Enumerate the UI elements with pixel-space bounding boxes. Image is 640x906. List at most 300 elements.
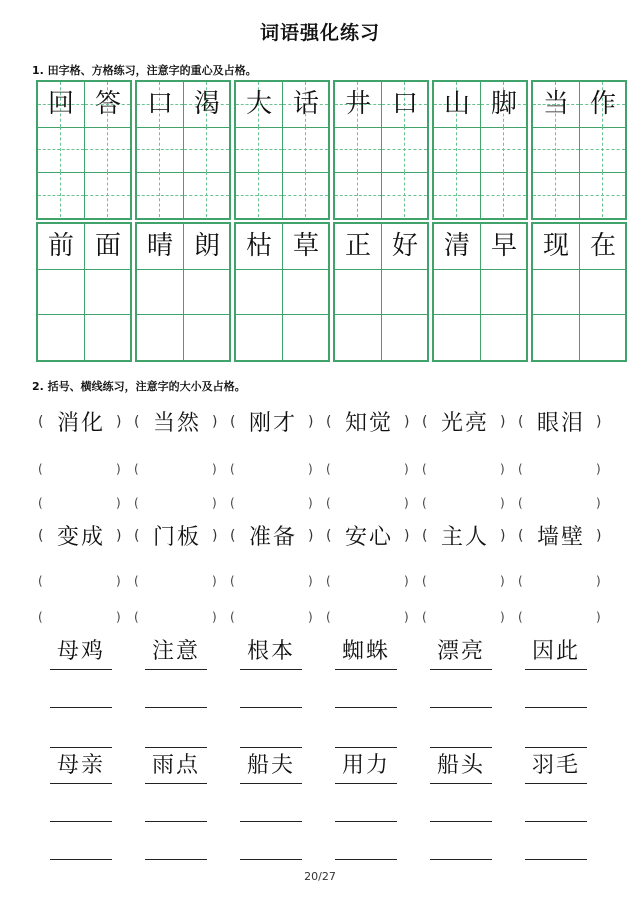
underline-blank[interactable] [525,676,587,710]
underline [525,821,587,822]
guide-line [236,149,282,150]
paren-word [518,524,612,554]
right-paren: ) [500,574,505,588]
grid-line [236,127,282,128]
grid-line [382,269,427,270]
grid-line [236,269,282,270]
underline [145,783,207,784]
guide-line [456,127,457,172]
grid-word-pair [432,80,528,220]
underline [335,747,397,748]
underline [50,747,112,748]
underline-word-text: 母亲 [56,753,105,778]
paren-blank[interactable] [422,490,516,520]
guide-line [206,127,207,172]
grid-character: 晴 [146,231,173,261]
left-paren: ( [518,574,523,588]
grid-cell [282,224,328,360]
right-paren: ) [116,496,121,510]
grid-character: 正 [344,231,371,261]
grid-character: 答 [94,89,121,119]
underline [240,707,302,708]
right-paren: ) [116,610,121,624]
underline [240,747,302,748]
underline [240,669,302,670]
underline-blank[interactable] [525,790,587,824]
grid-word-pair [135,222,231,362]
underline-word [50,638,112,672]
grid-line [335,269,381,270]
left-paren: ( [134,528,140,544]
guide-line [555,172,556,217]
right-paren: ) [500,462,505,476]
left-paren: ( [38,462,43,476]
paren-blank[interactable] [326,490,420,520]
grid-cell [480,224,526,360]
grid-cell [236,82,282,218]
underline-blank-row [50,790,610,824]
guide-line [404,172,405,217]
right-paren: ) [596,496,601,510]
grid-line [137,172,183,173]
grid-line [38,269,84,270]
grid-line [533,314,579,315]
grid-character: 话 [292,89,319,119]
guide-line [305,127,306,172]
paren-blank[interactable] [134,490,228,520]
grid-line [85,269,130,270]
grid-cell [434,82,480,218]
left-paren: ( [38,610,43,624]
grid-word-pair [36,222,132,362]
underline-word-text: 船头 [436,753,485,778]
paren-blank[interactable] [422,456,516,486]
guide-line [159,127,160,172]
guide-line [533,195,579,196]
guide-line [404,127,405,172]
grid-line [236,314,282,315]
underline-blank[interactable] [430,790,492,824]
guide-line [602,127,603,172]
right-paren: ) [596,610,601,624]
underline-blank[interactable] [335,828,397,862]
underline-blank[interactable] [50,716,112,750]
underline-blank[interactable] [525,828,587,862]
underline-word [430,752,492,786]
paren-blank[interactable] [518,456,612,486]
grid-cell [533,224,579,360]
paren-blank-row [38,490,618,520]
right-paren: ) [212,462,217,476]
paren-blank[interactable] [230,604,324,634]
underline-word-text: 根本 [246,639,295,664]
paren-blank-row [38,568,618,598]
left-paren: ( [326,414,332,430]
paren-word-text: 刚才 [248,411,297,436]
paren-blank[interactable] [422,568,516,598]
paren-blank-row [38,604,618,634]
paren-blank[interactable] [422,604,516,634]
grid-cell [381,82,427,218]
paren-blank[interactable] [38,604,132,634]
left-paren: ( [326,528,332,544]
grid-line [481,314,526,315]
right-paren: ) [212,574,217,588]
underline [525,783,587,784]
underline-word-text: 羽毛 [531,753,580,778]
paren-word-text: 消化 [56,411,105,436]
underline [240,821,302,822]
grid-word-pair [234,80,330,220]
left-paren: ( [422,462,427,476]
grid-line [481,269,526,270]
grid-character: 在 [589,231,616,261]
paren-word [134,410,228,440]
underline-blank[interactable] [50,790,112,824]
grid-line [38,172,84,173]
underline-blank[interactable] [240,716,302,750]
grid-word-pair [531,222,627,362]
guide-line [555,127,556,172]
underline-blank-row [50,716,610,750]
guide-line [258,172,259,217]
underline-blank[interactable] [145,676,207,710]
grid-cell [335,82,381,218]
guide-line [60,172,61,217]
underline-word [145,638,207,672]
underline-blank[interactable] [430,716,492,750]
underline-word [240,752,302,786]
underline-blank[interactable] [145,790,207,824]
underline [240,859,302,860]
grid-line [283,314,328,315]
grid-character: 当 [542,89,569,119]
left-paren: ( [518,462,523,476]
underline [50,859,112,860]
paren-word-row [38,524,618,554]
underline [335,669,397,670]
underline-blank[interactable] [430,676,492,710]
grid-line [283,269,328,270]
underline-blank[interactable] [335,790,397,824]
grid-line [184,314,229,315]
guide-line [456,172,457,217]
left-paren: ( [134,462,139,476]
underline [50,707,112,708]
grid-cell [183,82,229,218]
right-paren: ) [116,462,121,476]
grid-line [137,127,183,128]
paren-word [422,410,516,440]
right-paren: ) [500,414,506,430]
paren-word-text: 知觉 [344,411,393,436]
grid-cell [480,82,526,218]
grid-line [184,269,229,270]
right-paren: ) [308,462,313,476]
paren-word-text: 光亮 [440,411,489,436]
grid-cell [84,82,130,218]
left-paren: ( [38,528,44,544]
underline-word [335,638,397,672]
guide-line [137,195,183,196]
left-paren: ( [326,610,331,624]
guide-line [434,149,480,150]
paren-blank[interactable] [326,568,420,598]
underline-blank[interactable] [240,828,302,862]
grid-character: 口 [146,89,173,119]
section-2-instruction: 2. 括号、横线练习，注意字的大小及占格。 [32,380,246,393]
underline [50,783,112,784]
left-paren: ( [422,496,427,510]
grid-line [533,172,579,173]
paren-word [518,410,612,440]
left-paren: ( [134,610,139,624]
grid-word-pair [531,80,627,220]
underline-blank[interactable] [430,828,492,862]
underline-blank[interactable] [335,716,397,750]
paren-blank[interactable] [326,456,420,486]
paren-blank[interactable] [230,456,324,486]
underline-word [240,638,302,672]
grid-character: 早 [490,231,517,261]
left-paren: ( [422,528,428,544]
left-paren: ( [518,414,524,430]
underline [145,747,207,748]
guide-line [434,195,480,196]
paren-blank[interactable] [38,568,132,598]
right-paren: ) [500,610,505,624]
grid-character: 井 [344,89,371,119]
grid-line [85,314,130,315]
grid-character: 作 [589,89,616,119]
right-paren: ) [596,462,601,476]
grid-character: 口 [391,89,418,119]
right-paren: ) [308,496,313,510]
underline-blank[interactable] [240,790,302,824]
grid-character: 大 [245,89,272,119]
paren-blank[interactable] [38,490,132,520]
grid-word-pair [234,222,330,362]
paren-word-text: 变成 [56,525,105,550]
paren-blank[interactable] [326,604,420,634]
underline-word [145,752,207,786]
right-paren: ) [212,414,218,430]
grid-character: 草 [292,231,319,261]
right-paren: ) [116,528,122,544]
right-paren: ) [212,528,218,544]
page-title: 词语强化练习 [259,22,380,44]
underline [525,669,587,670]
grid-cell [84,224,130,360]
grid-line [434,127,480,128]
underline-blank[interactable] [50,676,112,710]
paren-blank[interactable] [134,456,228,486]
guide-line [206,172,207,217]
underline [240,783,302,784]
underline-word [525,752,587,786]
right-paren: ) [116,574,121,588]
underline-word-text: 漂亮 [436,639,485,664]
grid-line [335,314,381,315]
tianzi-grid-row [36,80,616,218]
guide-line [107,172,108,217]
grid-cell [434,224,480,360]
guide-line [602,172,603,217]
paren-word-text: 安心 [344,525,393,550]
left-paren: ( [134,414,140,430]
underline [430,821,492,822]
left-paren: ( [422,574,427,588]
right-paren: ) [500,496,505,510]
underline-word-text: 因此 [531,639,580,664]
grid-cell [236,224,282,360]
left-paren: ( [230,462,235,476]
paren-word-text: 准备 [248,525,297,550]
underline-word [430,638,492,672]
underline [145,707,207,708]
guide-line [137,149,183,150]
underline-blank-row [50,828,610,862]
left-paren: ( [230,414,236,430]
underline [430,783,492,784]
guide-line [60,127,61,172]
underline-blank[interactable] [145,828,207,862]
right-paren: ) [404,610,409,624]
underline-word-row [50,752,610,786]
paren-word-text: 眼泪 [536,411,585,436]
grid-word-pair [135,80,231,220]
grid-character: 回 [47,89,74,119]
underline [145,669,207,670]
grid-line [580,314,625,315]
grid-line [434,172,480,173]
fang-grid-row [36,222,616,360]
grid-character: 清 [443,231,470,261]
paren-blank[interactable] [518,568,612,598]
grid-character: 面 [94,231,121,261]
paren-blank[interactable] [38,456,132,486]
guide-line [357,172,358,217]
paren-blank[interactable] [230,490,324,520]
grid-word-pair [432,222,528,362]
grid-line [137,269,183,270]
paren-word-text: 门板 [152,525,201,550]
underline-word-text: 注意 [151,639,200,664]
guide-line [503,127,504,172]
left-paren: ( [230,610,235,624]
underline [430,747,492,748]
right-paren: ) [308,574,313,588]
grid-cell [137,224,183,360]
section-1-instruction: 1. 田字格、方格练习，注意字的重心及占格。 [32,64,257,77]
page-number: 20/27 [304,870,336,883]
right-paren: ) [404,496,409,510]
paren-blank[interactable] [518,490,612,520]
guide-line [107,127,108,172]
grid-line [38,127,84,128]
paren-word [38,524,132,554]
left-paren: ( [230,528,236,544]
underline-word-text: 母鸡 [56,639,105,664]
grid-cell [335,224,381,360]
underline-blank[interactable] [525,716,587,750]
underline-blank[interactable] [335,676,397,710]
paren-blank[interactable] [518,604,612,634]
paren-word [230,524,324,554]
right-paren: ) [212,610,217,624]
right-paren: ) [404,574,409,588]
underline-word [525,638,587,672]
grid-character: 好 [391,231,418,261]
left-paren: ( [38,496,43,510]
underline-word-row [50,638,610,672]
right-paren: ) [308,414,314,430]
grid-word-pair [333,80,429,220]
underline [525,747,587,748]
paren-word-text: 主人 [440,525,489,550]
paren-word-text: 当然 [152,411,201,436]
underline-word-text: 船夫 [246,753,295,778]
grid-line [335,127,381,128]
grid-cell [282,82,328,218]
underline [50,669,112,670]
underline [430,669,492,670]
grid-character: 渴 [193,89,220,119]
left-paren: ( [230,574,235,588]
grid-character: 山 [443,89,470,119]
underline [335,821,397,822]
underline-blank[interactable] [50,828,112,862]
grid-character: 朗 [193,231,220,261]
right-paren: ) [596,574,601,588]
left-paren: ( [38,574,43,588]
guide-line [335,149,381,150]
paren-blank[interactable] [134,604,228,634]
guide-line [38,195,84,196]
paren-word-row [38,410,618,440]
underline-blank[interactable] [240,676,302,710]
right-paren: ) [308,610,313,624]
underline-word [335,752,397,786]
underline [50,821,112,822]
underline [430,859,492,860]
right-paren: ) [404,414,410,430]
paren-blank[interactable] [134,568,228,598]
underline-word-text: 雨点 [151,753,200,778]
grid-cell [579,82,625,218]
guide-line [38,149,84,150]
left-paren: ( [326,574,331,588]
left-paren: ( [422,610,427,624]
paren-blank[interactable] [230,568,324,598]
guide-line [533,149,579,150]
left-paren: ( [38,414,44,430]
guide-line [236,195,282,196]
left-paren: ( [422,414,428,430]
paren-word [422,524,516,554]
right-paren: ) [404,462,409,476]
grid-line [434,269,480,270]
left-paren: ( [518,528,524,544]
underline-blank[interactable] [145,716,207,750]
underline [335,783,397,784]
grid-cell [381,224,427,360]
paren-word [134,524,228,554]
guide-line [258,127,259,172]
underline [335,859,397,860]
grid-line [533,127,579,128]
guide-line [357,127,358,172]
